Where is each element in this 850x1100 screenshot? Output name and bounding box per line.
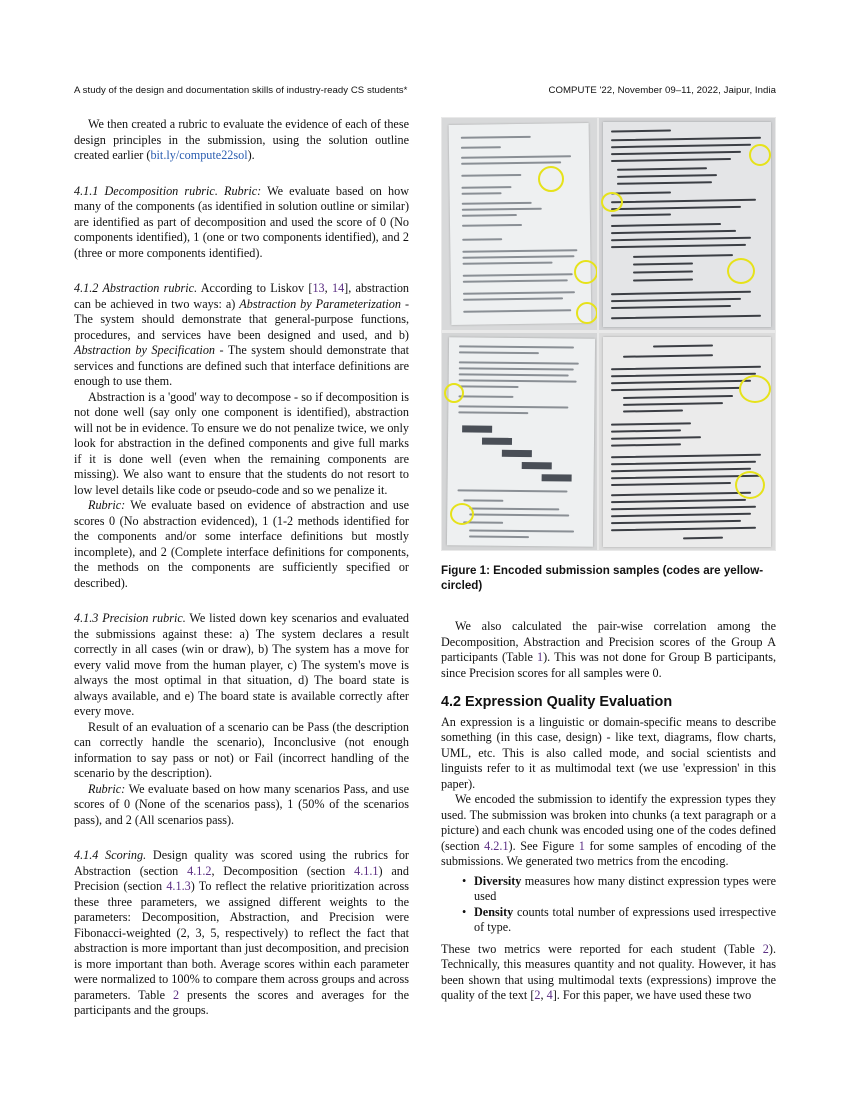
text-span: We also calculated the pair-wise correlation among the Decomposition, Abstraction and Precision scores of the Group A participants (Table: [441, 619, 776, 664]
section-4-1-4: [74, 848, 409, 1019]
flow-step: [542, 474, 572, 481]
metric-description: measures how many distinct expression types were used: [474, 873, 776, 903]
text-span: We evaluate based on how many scenarios Pass, and use scores of 0 (None of the scenarios pass), 1 (50% of the scenarios pass), and 2 (All scenarios pass).: [74, 781, 409, 827]
figure-ref-link[interactable]: 1: [578, 838, 585, 853]
paper-sheet: [603, 122, 771, 327]
abstraction-paragraph: Abstraction is a 'good' way to decompose - so if decomposition is not done well (say only one component is identified), abstraction will not be in evidence. To ensure we do not penalize twice, we only look for abstraction in the defined components and give full marks if it is done well (even when the remaining components are missing). We also want to ensure that the students do not resort to low level details like code or pseudo-code and so we penalize it.: [74, 389, 409, 497]
flow-step: [462, 425, 492, 432]
code-circle-marker: [450, 503, 474, 525]
sample-photo-typed-doc-2: [442, 333, 597, 550]
left-column: [74, 117, 409, 1019]
metric-name: Diversity: [474, 873, 522, 888]
code-circle-marker: [739, 375, 771, 403]
text-span: ). Technically, this measures quantity and not quality. However, it has been shown that using multimodal texts (expressions) improve the quality of the text [: [441, 941, 776, 1002]
table-ref-link[interactable]: 2: [762, 941, 769, 956]
list-item-diversity: [474, 874, 776, 905]
text-span: ) To reflect the relative prioritization across these three parameters, we assigned different weights to the parameters: Decomposition, Abstraction, and Precision were Fibonacci-weighted (2, 3, 5, respectively) to reflect the fact that abstraction is more important than just decomposition, and precision is more important than both. Average scores within each parameter were normalized to 100% to compare them across groups and across parameters. Table: [74, 879, 409, 1002]
correlation-paragraph: [441, 619, 776, 681]
citation-link[interactable]: 2: [534, 988, 541, 1002]
section-ref-link[interactable]: 4.1.2: [187, 863, 212, 878]
intro-text: We then created a rubric to evaluate the evidence of each of these design principles in the submission, using the solution outline created earlier (: [74, 117, 409, 162]
sample-photo-handwritten-1: [599, 118, 775, 330]
sample-photo-handwritten-2: [599, 333, 775, 550]
text-span: , Decomposition (section: [211, 863, 355, 878]
section-ref-link[interactable]: 4.1.1: [354, 863, 379, 878]
section-ref-link[interactable]: 4.1.3: [166, 879, 191, 893]
text-span: - The system should demonstrate that general-purpose functions, procedures, and services have been designed and used, and b): [74, 296, 409, 342]
code-circle-marker: [538, 166, 564, 192]
section-4-1-1-heading: 4.1.1 Decomposition rubric.: [74, 183, 218, 198]
text-span: ]. For this paper, we have used these two: [552, 988, 752, 1002]
text-span: We listed down key scenarios and evaluated the submissions against these: a) The system declares a result correctly in all cases (win or draw), b) The system has a move for every valid move from the human player, c) The system's move is always the most optimal in that situation, d) The board state is always available, and e) The board state is available correctly after every move.: [74, 611, 409, 718]
figure-encoded-samples: [441, 117, 776, 551]
section-4-2-heading: 4.2 Expression Quality Evaluation: [441, 694, 673, 710]
text-span: These two metrics were reported for each student (Table: [441, 941, 763, 956]
citation-link[interactable]: 14: [331, 281, 345, 295]
sample-photo-typed-doc-1: [442, 118, 597, 330]
text-span: for some samples of encoding of the submissions. We generated two metrics from the encoding.: [441, 838, 776, 868]
text-span: ,: [324, 281, 332, 295]
text-span: ], abstraction can be achieved in two ways: a): [74, 281, 410, 311]
section-4-1-1: [74, 184, 409, 262]
code-circle-marker: [444, 383, 464, 403]
section-4-1-2: [74, 281, 409, 390]
rubric-label: Rubric:: [88, 781, 126, 796]
text-span: We evaluate based on evidence of abstraction and use scores 0 (No abstraction evidenced), 1 (1-2 methods identified for the components and/or some interface definitions but mostly incomplete), and 2 (Complete interface definitions for components, the methods on the components are sufficiently specified or described).: [74, 498, 409, 590]
intro-text-end: ).: [247, 148, 255, 162]
text-span: ). See Figure: [508, 838, 579, 853]
italic-term: Abstraction by Specification: [74, 343, 216, 357]
text-span: presents the scores and averages for the participants and the groups.: [74, 987, 409, 1017]
metric-description: counts total number of expressions used irrespective of type.: [474, 904, 776, 934]
italic-term: Abstraction by Parameterization: [239, 296, 401, 311]
precision-rubric-paragraph: [74, 782, 409, 829]
section-4-1-1-text: We evaluate based on how many of the components (as identified in solution outline or similar) are identified as part of decomposition and used the score of 0 (No components identified), 1 (one or two components identified), and 2 (three or more components identified).: [74, 183, 409, 260]
text-span: ) and Precision (section: [74, 863, 409, 893]
text-span: ). This was not done for Group B participants, since Precision scores for all samples were 0.: [441, 650, 776, 680]
text-span: - The system should demonstrate that services and functions are defined such that interface definitions are enough to use them.: [74, 343, 409, 388]
section-4-1-2-heading: 4.1.2 Abstraction rubric.: [74, 281, 198, 295]
metrics-list: [441, 874, 776, 936]
rubric-label: Rubric:: [224, 183, 262, 198]
running-header-title: A study of the design and documentation skills of industry-ready CS students*: [74, 85, 408, 96]
paper-sheet: [603, 337, 771, 547]
abstraction-rubric-paragraph: [74, 498, 409, 591]
metric-name: Density: [474, 904, 514, 919]
flow-step: [522, 462, 552, 469]
citation-link[interactable]: 13: [312, 281, 325, 295]
intro-paragraph: [74, 117, 409, 164]
text-span: ,: [540, 988, 547, 1002]
table-ref-link[interactable]: 1: [537, 650, 544, 664]
table-ref-link[interactable]: 2: [172, 987, 180, 1002]
list-item-density: [474, 905, 776, 936]
code-circle-marker: [749, 144, 771, 166]
expression-definition-paragraph: An expression is a linguistic or domain-specific means to describe something (in this case, design) - like text, diagrams, flow charts, UML, etc. This is also called mode, and social scientists and linguists refer to it as multimodal text (we use 'expression' in this paper).: [441, 714, 776, 791]
flow-step: [502, 450, 532, 457]
metrics-reported-paragraph: [441, 942, 776, 1004]
precision-result-paragraph: Result of an evaluation of a scenario can be Pass (the description can correctly handle the scenario), Inconclusive (not enough information to say pass or not) or Fail (incorrect handling of the scenario by the description).: [74, 719, 409, 780]
section-4-1-3: [74, 611, 409, 720]
code-circle-marker: [574, 260, 597, 284]
encoding-paragraph: [441, 792, 776, 870]
text-span: We encoded the submission to identify the expression types they used. The submission was broken into chunks (a text paragraph or a picture) and each chunk was encoded using one of the codes defined (section: [441, 792, 776, 853]
flow-step: [482, 438, 512, 445]
paper-sheet: [449, 123, 592, 325]
section-4-1-3-heading: 4.1.3 Precision rubric.: [74, 611, 186, 625]
code-circle-marker: [576, 302, 597, 324]
section-ref-link[interactable]: 4.2.1: [484, 838, 509, 853]
section-4-1-4-heading: 4.1.4 Scoring.: [74, 848, 147, 862]
code-circle-marker: [727, 258, 755, 284]
right-column: [441, 117, 776, 1004]
code-circle-marker: [601, 192, 623, 212]
text-span: Design quality was scored using the rubrics for Abstraction (section: [74, 848, 409, 878]
text-span: According to Liskov [: [197, 281, 313, 295]
citation-link[interactable]: 4: [546, 988, 553, 1002]
rubric-label: Rubric:: [88, 498, 126, 512]
figure-caption: Figure 1: Encoded submission samples (codes are yellow-circled): [441, 564, 764, 592]
code-circle-marker: [735, 471, 765, 499]
solution-link[interactable]: bit.ly/compute22sol: [150, 148, 248, 162]
running-header-venue: COMPUTE '22, November 09–11, 2022, Jaipur, India: [548, 85, 776, 96]
